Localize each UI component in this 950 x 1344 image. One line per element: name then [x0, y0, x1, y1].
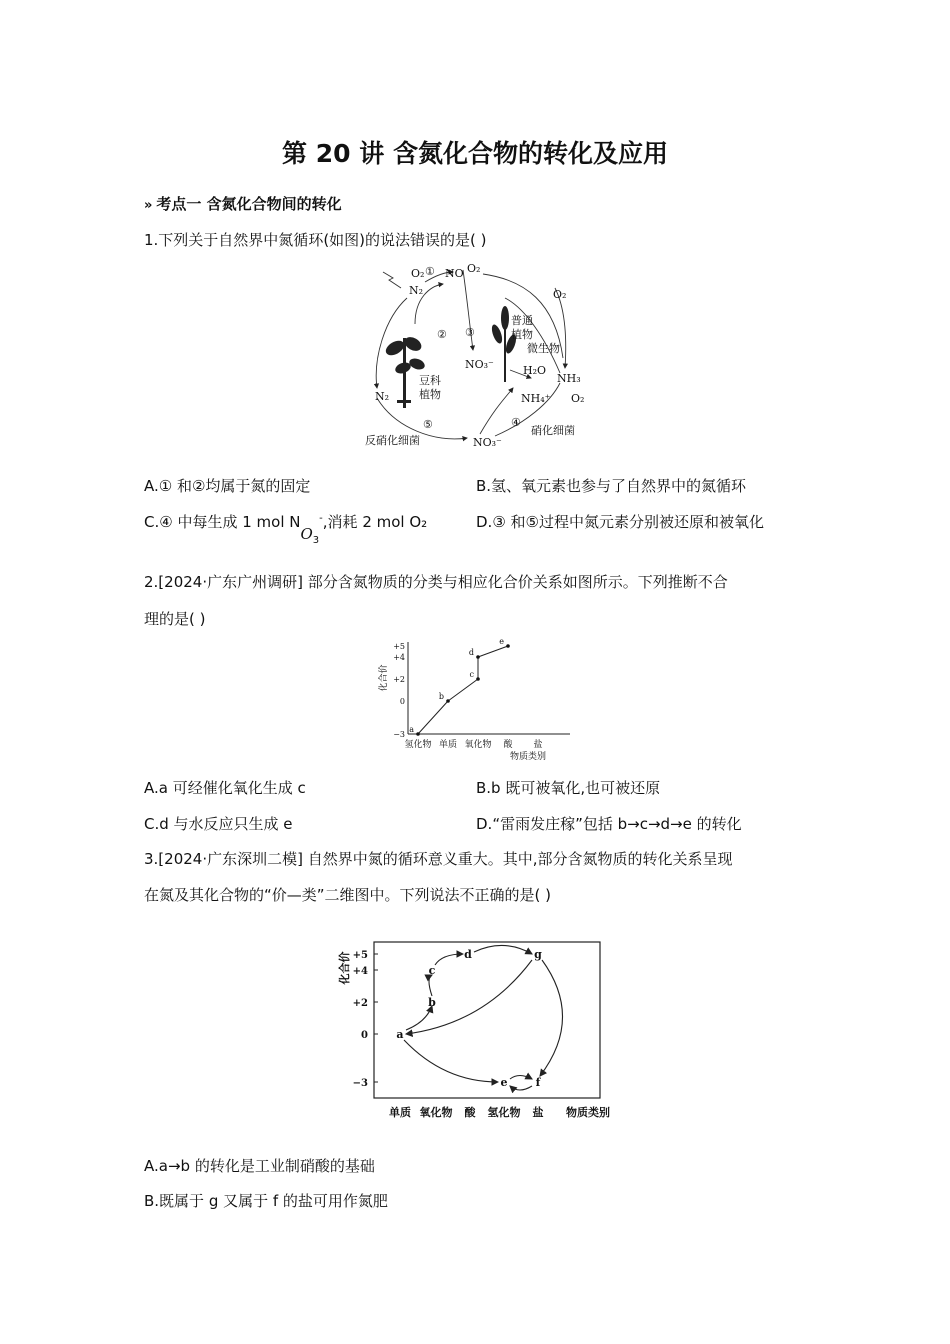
q3-ylabel: 化合价 [338, 951, 351, 985]
q3-arrow-a-b [406, 1006, 432, 1030]
q2-ytick-2: +2 [393, 675, 405, 684]
q3-xtick-4: 盐 [532, 1106, 544, 1119]
q3-xtick-2: 酸 [464, 1106, 476, 1119]
svg-text:N₂: N₂ [375, 390, 390, 403]
q3-stem-line1: 3.[2024·广东深圳二模] 自然界中氮的循环意义重大。其中,部分含氮物质的转化关系呈现 [144, 850, 733, 868]
q2-xtick-0: 氢化物 [404, 740, 432, 750]
svg-text:NO: NO [445, 267, 464, 280]
q2-valence-chart [378, 638, 574, 762]
q2-link-1 [448, 679, 478, 701]
q2-option-b: B.b 既可被氧化,也可被还原 [476, 779, 661, 797]
svg-text:O₂: O₂ [467, 262, 481, 275]
q2-xtick-3: 酸 [503, 740, 513, 750]
q3-point-g: g [534, 948, 542, 961]
q2-point-label-b: b [438, 692, 444, 701]
q3-ytick-1: +4 [352, 966, 368, 977]
q3-arrow-f-e [510, 1086, 532, 1090]
q2-link-3 [478, 646, 508, 657]
q2-option-a: A.a 可经催化氧化生成 c [144, 779, 306, 797]
q2-point-a [416, 732, 420, 736]
q1-option-b: B.氢、氧元素也参与了自然界中的氮循环 [476, 477, 747, 495]
svg-text:N₂: N₂ [409, 284, 424, 297]
section-heading [144, 193, 342, 214]
q2-point-d [476, 655, 480, 659]
q3-option-a: A.a→b 的转化是工业制硝酸的基础 [144, 1157, 375, 1175]
lightning-icon [383, 272, 401, 288]
q3-option-b: B.既属于 g 又属于 f 的盐可用作氮肥 [144, 1192, 388, 1210]
q3-arrow-g-f [540, 960, 563, 1076]
svg-text:植物: 植物 [419, 388, 441, 401]
svg-text:③: ③ [465, 326, 475, 339]
q2-point-label-a: a [409, 725, 414, 734]
svg-text:O₂: O₂ [411, 267, 425, 280]
svg-text:NH₄⁺: NH₄⁺ [521, 392, 551, 405]
svg-text:硝化细菌: 硝化细菌 [531, 424, 575, 437]
q3-arrow-d-g [474, 945, 532, 954]
page-title: 第 20 讲 含氮化合物的转化及应用 [282, 139, 668, 168]
q2-point-label-d: d [468, 648, 474, 657]
q2-xtick-1: 单质 [438, 740, 458, 750]
q2-ylabel: 化合价 [379, 664, 389, 692]
q2-point-label-e: e [499, 637, 504, 646]
q2-ytick-3: 0 [399, 697, 405, 706]
nitrogen-cycle-figure [355, 258, 595, 450]
q2-point-b [446, 699, 450, 703]
q2-ytick-4: −3 [393, 730, 405, 739]
q3-arrow-g-a [406, 960, 532, 1034]
svg-text:NO₃⁻: NO₃⁻ [465, 358, 494, 371]
q3-valence-chart [334, 938, 618, 1122]
q3-ytick-2: +2 [352, 998, 368, 1009]
q3-point-b: b [428, 996, 436, 1009]
q1-option-d: D.③ 和⑤过程中氮元素分别被还原和被氧化 [476, 513, 764, 531]
q2-xtick-4: 盐 [533, 740, 543, 750]
q3-point-c: c [428, 964, 436, 977]
svg-text:②: ② [437, 328, 447, 341]
q3-arrow-a-e [404, 1040, 498, 1082]
svg-text:NO₃⁻: NO₃⁻ [473, 436, 502, 449]
svg-text:④: ④ [511, 416, 521, 429]
q2-point-e [506, 644, 510, 648]
q3-ytick-0: +5 [352, 950, 368, 961]
svg-text:⑤: ⑤ [423, 418, 433, 431]
q1-option-a: A.① 和②均属于氮的固定 [144, 477, 311, 495]
q3-point-a: a [396, 1028, 404, 1041]
q3-xtick-0: 单质 [389, 1106, 411, 1119]
q2-xtick-2: 氧化物 [464, 740, 492, 750]
q2-link-0 [418, 701, 448, 734]
q2-xlabel: 物质类别 [509, 752, 547, 762]
svg-text:豆科: 豆科 [419, 374, 441, 387]
q2-point-label-c: c [469, 670, 474, 679]
q3-ytick-3: 0 [361, 1030, 368, 1041]
q2-option-d: D.“雷雨发庄稼”包括 b→c→d→e 的转化 [476, 815, 742, 833]
q2-stem-line2: 理的是( ) [144, 610, 206, 628]
q3-stem-line2: 在氮及其化合物的“价—类”二维图中。下列说法不正确的是( ) [144, 886, 552, 904]
q3-ytick-4: −3 [352, 1078, 368, 1089]
section-marker-icon: » [144, 198, 153, 213]
svg-text:植物: 植物 [511, 328, 533, 341]
svg-text:H₂O: H₂O [523, 364, 547, 377]
svg-text:微生物: 微生物 [527, 342, 560, 355]
q3-point-e: e [500, 1076, 508, 1089]
svg-text:普通: 普通 [511, 314, 533, 327]
q3-point-f: f [535, 1076, 541, 1089]
svg-text:反硝化细菌: 反硝化细菌 [365, 434, 420, 447]
q2-point-c [476, 677, 480, 681]
q3-xtick-1: 氧化物 [419, 1106, 453, 1119]
q1-option-c: C.④ 中每生成 1 mol NO3-,消耗 2 mol O₂ [144, 513, 428, 546]
q1-stem: 1.下列关于自然界中氮循环(如图)的说法错误的是( ) [144, 231, 487, 249]
q3-xlabel: 物质类别 [566, 1106, 610, 1119]
q2-ytick-1: +4 [393, 653, 405, 662]
q2-option-c: C.d 与水反应只生成 e [144, 815, 293, 833]
q3-arrow-b-c [429, 975, 432, 996]
q3-arrow-e-f [510, 1076, 532, 1080]
q3-point-d: d [464, 948, 472, 961]
svg-text:NH₃: NH₃ [557, 372, 581, 385]
svg-text:①: ① [425, 265, 435, 278]
q2-ytick-0: +5 [393, 642, 405, 651]
svg-text:O₂: O₂ [571, 392, 585, 405]
q2-stem-line1: 2.[2024·广东广州调研] 部分含氮物质的分类与相应化合价关系如图所示。下列推断不合 [144, 573, 728, 591]
q3-arrow-c-d [435, 954, 463, 965]
q3-xtick-3: 氢化物 [487, 1106, 521, 1119]
svg-text:O₂: O₂ [553, 288, 567, 301]
section-label: 考点一 含氮化合物间的转化 [156, 195, 342, 213]
